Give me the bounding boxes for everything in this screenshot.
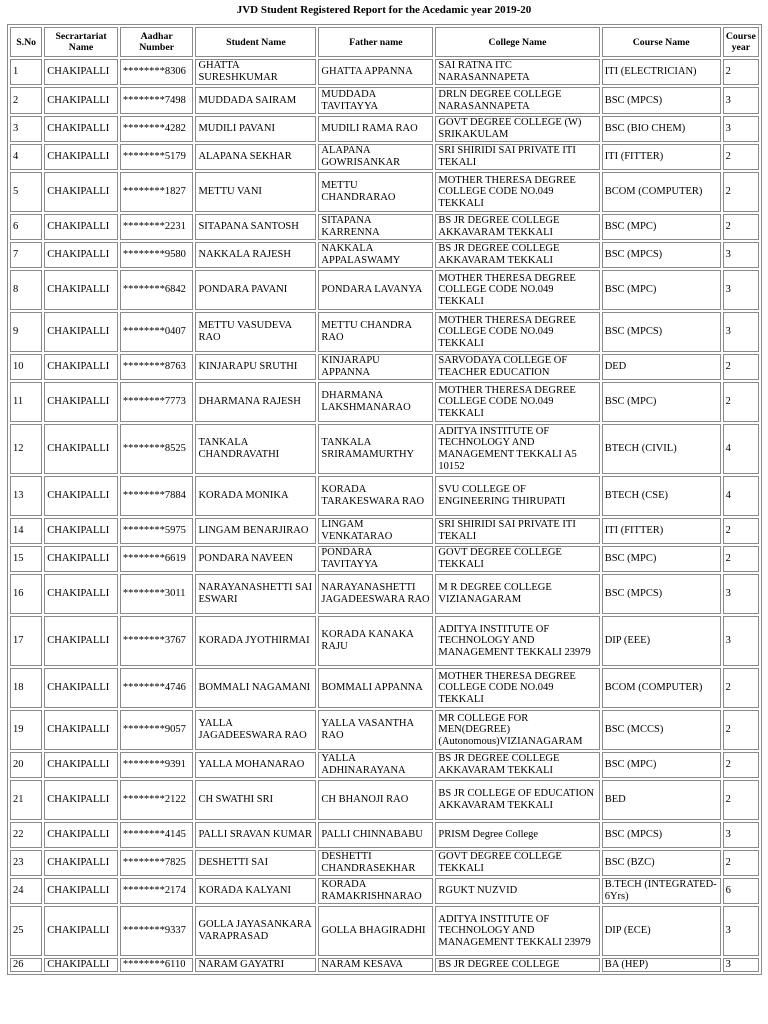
table-row	[10, 958, 759, 972]
cell-father-name: KORADA KANAKA RAJU	[318, 616, 433, 666]
cell-aadhar-number: ********4145	[120, 822, 194, 848]
report-body	[10, 59, 759, 972]
cell-course-year: 2	[723, 780, 759, 820]
cell-sno: 3	[10, 116, 42, 142]
cell-course-name: BSC (MPCS)	[602, 822, 721, 848]
cell-course-year: 3	[723, 822, 759, 848]
cell-father-name: NARAM KESAVA	[318, 958, 433, 972]
cell-course-year: 3	[723, 116, 759, 142]
table-row	[10, 710, 759, 750]
cell-sno: 2	[10, 87, 42, 114]
cell-college-name: MOTHER THERESA DEGREE COLLEGE CODE NO.049 TEKKALI	[435, 172, 599, 212]
cell-secretariat-name: CHAKIPALLI	[44, 546, 118, 572]
cell-course-name: BSC (BZC)	[602, 850, 721, 876]
cell-student-name: GOLLA JAYASANKARA VARAPRASAD	[195, 906, 316, 956]
cell-secretariat-name: CHAKIPALLI	[44, 172, 118, 212]
cell-secretariat-name: CHAKIPALLI	[44, 87, 118, 114]
cell-course-name: BSC (MPCS)	[602, 242, 721, 268]
cell-course-year: 2	[723, 354, 759, 380]
cell-course-year: 2	[723, 59, 759, 85]
cell-sno: 5	[10, 172, 42, 212]
cell-college-name: BS JR DEGREE COLLEGE AKKAVARAM TEKKALI	[435, 214, 599, 240]
table-row	[10, 144, 759, 170]
cell-college-name: MOTHER THERESA DEGREE COLLEGE CODE NO.049 TEKKALI	[435, 312, 599, 352]
cell-sno: 24	[10, 878, 42, 904]
table-row	[10, 546, 759, 572]
cell-sno: 19	[10, 710, 42, 750]
cell-sno: 17	[10, 616, 42, 666]
cell-course-name: BSC (MPC)	[602, 270, 721, 310]
cell-college-name: GOVT DEGREE COLLEGE TEKKALI	[435, 850, 599, 876]
cell-aadhar-number: ********2231	[120, 214, 194, 240]
cell-sno: 22	[10, 822, 42, 848]
cell-secretariat-name: CHAKIPALLI	[44, 822, 118, 848]
cell-student-name: PONDARA PAVANI	[195, 270, 316, 310]
cell-sno: 11	[10, 382, 42, 422]
cell-course-name: DED	[602, 354, 721, 380]
table-row	[10, 270, 759, 310]
cell-aadhar-number: ********9337	[120, 906, 194, 956]
table-row	[10, 172, 759, 212]
cell-student-name: KINJARAPU SRUTHI	[195, 354, 316, 380]
cell-secretariat-name: CHAKIPALLI	[44, 574, 118, 614]
cell-sno: 10	[10, 354, 42, 380]
cell-father-name: GOLLA BHAGIRADHI	[318, 906, 433, 956]
cell-secretariat-name: CHAKIPALLI	[44, 59, 118, 85]
cell-father-name: TANKALA SRIRAMAMURTHY	[318, 424, 433, 474]
cell-college-name: BS JR COLLEGE OF EDUCATION AKKAVARAM TEKKALI	[435, 780, 599, 820]
cell-college-name: MOTHER THERESA DEGREE COLLEGE CODE NO.049 TEKKALI	[435, 668, 599, 708]
student-report-table	[7, 24, 762, 975]
cell-college-name: PRISM Degree College	[435, 822, 599, 848]
cell-course-name: BSC (BIO CHEM)	[602, 116, 721, 142]
cell-college-name: GOVT DEGREE COLLEGE (W) SRIKAKULAM	[435, 116, 599, 142]
cell-father-name: GHATTA APPANNA	[318, 59, 433, 85]
cell-student-name: NARAM GAYATRI	[195, 958, 316, 972]
cell-father-name: NARAYANASHETTI JAGADEESWARA RAO	[318, 574, 433, 614]
table-row	[10, 312, 759, 352]
cell-student-name: NARAYANASHETTI SAI ESWARI	[195, 574, 316, 614]
cell-college-name: SVU COLLEGE OF ENGINEERING THIRUPATI	[435, 476, 599, 516]
cell-secretariat-name: CHAKIPALLI	[44, 878, 118, 904]
header-sno: S.No	[10, 27, 42, 57]
cell-father-name: ALAPANA GOWRISANKAR	[318, 144, 433, 170]
cell-father-name: BOMMALI APPANNA	[318, 668, 433, 708]
cell-secretariat-name: CHAKIPALLI	[44, 616, 118, 666]
cell-aadhar-number: ********2174	[120, 878, 194, 904]
cell-father-name: METTU CHANDRARAO	[318, 172, 433, 212]
cell-course-name: ITI (FITTER)	[602, 518, 721, 544]
cell-course-year: 3	[723, 958, 759, 972]
cell-aadhar-number: ********9391	[120, 752, 194, 778]
cell-course-name: B.TECH (INTEGRATED-6Yrs)	[602, 878, 721, 904]
cell-college-name: SAI RATNA ITC NARASANNAPETA	[435, 59, 599, 85]
cell-aadhar-number: ********5179	[120, 144, 194, 170]
cell-student-name: KORADA MONIKA	[195, 476, 316, 516]
cell-course-year: 2	[723, 850, 759, 876]
cell-secretariat-name: CHAKIPALLI	[44, 476, 118, 516]
cell-course-year: 3	[723, 242, 759, 268]
cell-sno: 18	[10, 668, 42, 708]
cell-course-year: 2	[723, 518, 759, 544]
cell-course-year: 2	[723, 172, 759, 212]
cell-college-name: M R DEGREE COLLEGE VIZIANAGARAM	[435, 574, 599, 614]
cell-sno: 1	[10, 59, 42, 85]
cell-secretariat-name: CHAKIPALLI	[44, 214, 118, 240]
cell-course-year: 2	[723, 668, 759, 708]
table-row	[10, 574, 759, 614]
cell-secretariat-name: CHAKIPALLI	[44, 958, 118, 972]
cell-aadhar-number: ********7884	[120, 476, 194, 516]
cell-father-name: KORADA TARAKESWARA RAO	[318, 476, 433, 516]
cell-aadhar-number: ********1827	[120, 172, 194, 212]
cell-college-name: ADITYA INSTITUTE OF TECHNOLOGY AND MANAGEMENT TEKKALI 23979	[435, 616, 599, 666]
cell-secretariat-name: CHAKIPALLI	[44, 242, 118, 268]
cell-sno: 21	[10, 780, 42, 820]
cell-course-year: 3	[723, 906, 759, 956]
cell-father-name: YALLA VASANTHA RAO	[318, 710, 433, 750]
cell-course-name: BSC (MPC)	[602, 214, 721, 240]
cell-college-name: MOTHER THERESA DEGREE COLLEGE CODE NO.049 TEKKALI	[435, 270, 599, 310]
cell-student-name: NAKKALA RAJESH	[195, 242, 316, 268]
cell-father-name: NAKKALA APPALASWAMY	[318, 242, 433, 268]
cell-course-year: 3	[723, 616, 759, 666]
cell-sno: 16	[10, 574, 42, 614]
cell-father-name: DHARMANA LAKSHMANARAO	[318, 382, 433, 422]
cell-college-name: ADITYA INSTITUTE OF TECHNOLOGY AND MANAGEMENT TEKKALI A5 10152	[435, 424, 599, 474]
cell-father-name: LINGAM VENKATARAO	[318, 518, 433, 544]
cell-student-name: PALLI SRAVAN KUMAR	[195, 822, 316, 848]
cell-sno: 23	[10, 850, 42, 876]
cell-student-name: YALLA JAGADEESWARA RAO	[195, 710, 316, 750]
cell-sno: 25	[10, 906, 42, 956]
cell-sno: 9	[10, 312, 42, 352]
cell-student-name: GHATTA SURESHKUMAR	[195, 59, 316, 85]
cell-course-name: BSC (MPCS)	[602, 87, 721, 114]
cell-student-name: MUDILI PAVANI	[195, 116, 316, 142]
cell-sno: 8	[10, 270, 42, 310]
cell-course-name: BCOM (COMPUTER)	[602, 668, 721, 708]
cell-course-year: 3	[723, 312, 759, 352]
cell-college-name: GOVT DEGREE COLLEGE TEKKALI	[435, 546, 599, 572]
cell-secretariat-name: CHAKIPALLI	[44, 710, 118, 750]
table-row	[10, 668, 759, 708]
cell-secretariat-name: CHAKIPALLI	[44, 752, 118, 778]
cell-college-name: MOTHER THERESA DEGREE COLLEGE CODE NO.049 TEKKALI	[435, 382, 599, 422]
table-row	[10, 822, 759, 848]
cell-secretariat-name: CHAKIPALLI	[44, 312, 118, 352]
cell-course-year: 2	[723, 752, 759, 778]
table-row	[10, 116, 759, 142]
cell-course-name: BTECH (CSE)	[602, 476, 721, 516]
header-student-name: Student Name	[195, 27, 316, 57]
cell-secretariat-name: CHAKIPALLI	[44, 424, 118, 474]
cell-course-name: BSC (MCCS)	[602, 710, 721, 750]
header-secretariat-name: Secrartariat Name	[44, 27, 118, 57]
header-course-name: Course Name	[602, 27, 721, 57]
table-row	[10, 616, 759, 666]
cell-sno: 13	[10, 476, 42, 516]
cell-aadhar-number: ********3767	[120, 616, 194, 666]
cell-course-name: BTECH (CIVIL)	[602, 424, 721, 474]
header-college-name: College Name	[435, 27, 599, 57]
cell-aadhar-number: ********3011	[120, 574, 194, 614]
cell-college-name: BS JR DEGREE COLLEGE	[435, 958, 599, 972]
cell-aadhar-number: ********0407	[120, 312, 194, 352]
cell-college-name: BS JR DEGREE COLLEGE AKKAVARAM TEKKALI	[435, 242, 599, 268]
cell-course-name: ITI (FITTER)	[602, 144, 721, 170]
table-row	[10, 518, 759, 544]
cell-sno: 26	[10, 958, 42, 972]
header-aadhar-number: Aadhar Number	[120, 27, 194, 57]
cell-aadhar-number: ********7773	[120, 382, 194, 422]
cell-secretariat-name: CHAKIPALLI	[44, 270, 118, 310]
cell-father-name: METTU CHANDRA RAO	[318, 312, 433, 352]
cell-course-year: 2	[723, 382, 759, 422]
cell-course-name: BSC (MPCS)	[602, 312, 721, 352]
cell-aadhar-number: ********6842	[120, 270, 194, 310]
cell-sno: 14	[10, 518, 42, 544]
cell-student-name: PONDARA NAVEEN	[195, 546, 316, 572]
cell-student-name: SITAPANA SANTOSH	[195, 214, 316, 240]
cell-secretariat-name: CHAKIPALLI	[44, 518, 118, 544]
cell-aadhar-number: ********4282	[120, 116, 194, 142]
cell-sno: 7	[10, 242, 42, 268]
cell-course-year: 3	[723, 270, 759, 310]
table-row	[10, 424, 759, 474]
cell-course-name: BSC (MPCS)	[602, 574, 721, 614]
cell-course-year: 4	[723, 424, 759, 474]
cell-student-name: CH SWATHI SRI	[195, 780, 316, 820]
cell-college-name: BS JR DEGREE COLLEGE AKKAVARAM TEKKALI	[435, 752, 599, 778]
cell-father-name: CH BHANOJI RAO	[318, 780, 433, 820]
cell-father-name: SITAPANA KARRENNA	[318, 214, 433, 240]
cell-secretariat-name: CHAKIPALLI	[44, 382, 118, 422]
cell-sno: 20	[10, 752, 42, 778]
table-row	[10, 752, 759, 778]
cell-aadhar-number: ********6619	[120, 546, 194, 572]
cell-course-name: BSC (MPC)	[602, 752, 721, 778]
cell-sno: 15	[10, 546, 42, 572]
cell-course-year: 3	[723, 574, 759, 614]
cell-college-name: SRI SHIRIDI SAI PRIVATE ITI TEKALI	[435, 518, 599, 544]
cell-sno: 4	[10, 144, 42, 170]
cell-secretariat-name: CHAKIPALLI	[44, 780, 118, 820]
table-row	[10, 354, 759, 380]
cell-aadhar-number: ********9057	[120, 710, 194, 750]
cell-student-name: MUDDADA SAIRAM	[195, 87, 316, 114]
header-row	[10, 27, 759, 57]
cell-course-name: ITI (ELECTRICIAN)	[602, 59, 721, 85]
cell-college-name: MR COLLEGE FOR MEN(DEGREE) (Autonomous)VIZIANAGARAM	[435, 710, 599, 750]
table-row	[10, 242, 759, 268]
cell-course-name: BSC (MPC)	[602, 546, 721, 572]
cell-aadhar-number: ********6110	[120, 958, 194, 972]
table-row	[10, 214, 759, 240]
cell-student-name: BOMMALI NAGAMANI	[195, 668, 316, 708]
cell-course-name: DIP (ECE)	[602, 906, 721, 956]
cell-course-year: 4	[723, 476, 759, 516]
cell-aadhar-number: ********2122	[120, 780, 194, 820]
cell-sno: 12	[10, 424, 42, 474]
cell-course-year: 3	[723, 87, 759, 114]
cell-college-name: DRLN DEGREE COLLEGE NARASANNAPETA	[435, 87, 599, 114]
cell-father-name: YALLA ADHINARAYANA	[318, 752, 433, 778]
cell-course-name: BCOM (COMPUTER)	[602, 172, 721, 212]
cell-college-name: ADITYA INSTITUTE OF TECHNOLOGY AND MANAGEMENT TEKKALI 23979	[435, 906, 599, 956]
cell-student-name: METTU VANI	[195, 172, 316, 212]
cell-father-name: PALLI CHINNABABU	[318, 822, 433, 848]
cell-course-name: DIP (EEE)	[602, 616, 721, 666]
table-row	[10, 476, 759, 516]
table-row	[10, 850, 759, 876]
table-row	[10, 87, 759, 114]
cell-course-year: 2	[723, 144, 759, 170]
cell-father-name: MUDILI RAMA RAO	[318, 116, 433, 142]
cell-student-name: ALAPANA SEKHAR	[195, 144, 316, 170]
cell-aadhar-number: ********5975	[120, 518, 194, 544]
cell-aadhar-number: ********9580	[120, 242, 194, 268]
cell-aadhar-number: ********8525	[120, 424, 194, 474]
table-row	[10, 878, 759, 904]
cell-college-name: SRI SHIRIDI SAI PRIVATE ITI TEKALI	[435, 144, 599, 170]
cell-course-year: 2	[723, 214, 759, 240]
cell-father-name: KORADA RAMAKRISHNARAO	[318, 878, 433, 904]
cell-secretariat-name: CHAKIPALLI	[44, 906, 118, 956]
cell-student-name: YALLA MOHANARAO	[195, 752, 316, 778]
cell-course-year: 6	[723, 878, 759, 904]
table-row	[10, 906, 759, 956]
cell-course-year: 2	[723, 710, 759, 750]
cell-aadhar-number: ********7825	[120, 850, 194, 876]
cell-college-name: RGUKT NUZVID	[435, 878, 599, 904]
cell-aadhar-number: ********8306	[120, 59, 194, 85]
table-row	[10, 780, 759, 820]
cell-student-name: LINGAM BENARJIRAO	[195, 518, 316, 544]
header-course-year: Course year	[723, 27, 759, 57]
cell-aadhar-number: ********7498	[120, 87, 194, 114]
cell-student-name: KORADA KALYANI	[195, 878, 316, 904]
cell-college-name: SARVODAYA COLLEGE OF TEACHER EDUCATION	[435, 354, 599, 380]
cell-course-name: BSC (MPC)	[602, 382, 721, 422]
report-title: JVD Student Registered Report for the Acedamic year 2019-20	[236, 4, 532, 16]
cell-course-name: BA (HEP)	[602, 958, 721, 972]
cell-father-name: PONDARA TAVITAYYA	[318, 546, 433, 572]
cell-student-name: KORADA JYOTHIRMAI	[195, 616, 316, 666]
table-row	[10, 382, 759, 422]
cell-secretariat-name: CHAKIPALLI	[44, 144, 118, 170]
cell-father-name: PONDARA LAVANYA	[318, 270, 433, 310]
cell-father-name: DESHETTI CHANDRASEKHAR	[318, 850, 433, 876]
table-row	[10, 59, 759, 85]
cell-sno: 6	[10, 214, 42, 240]
cell-secretariat-name: CHAKIPALLI	[44, 116, 118, 142]
cell-father-name: MUDDADA TAVITAYYA	[318, 87, 433, 114]
cell-course-name: BED	[602, 780, 721, 820]
cell-father-name: KINJARAPU APPANNA	[318, 354, 433, 380]
cell-aadhar-number: ********8763	[120, 354, 194, 380]
cell-student-name: TANKALA CHANDRAVATHI	[195, 424, 316, 474]
cell-aadhar-number: ********4746	[120, 668, 194, 708]
cell-secretariat-name: CHAKIPALLI	[44, 668, 118, 708]
header-father-name: Father name	[318, 27, 433, 57]
cell-student-name: METTU VASUDEVA RAO	[195, 312, 316, 352]
cell-course-year: 2	[723, 546, 759, 572]
cell-student-name: DHARMANA RAJESH	[195, 382, 316, 422]
cell-secretariat-name: CHAKIPALLI	[44, 354, 118, 380]
cell-secretariat-name: CHAKIPALLI	[44, 850, 118, 876]
cell-student-name: DESHETTI SAI	[195, 850, 316, 876]
